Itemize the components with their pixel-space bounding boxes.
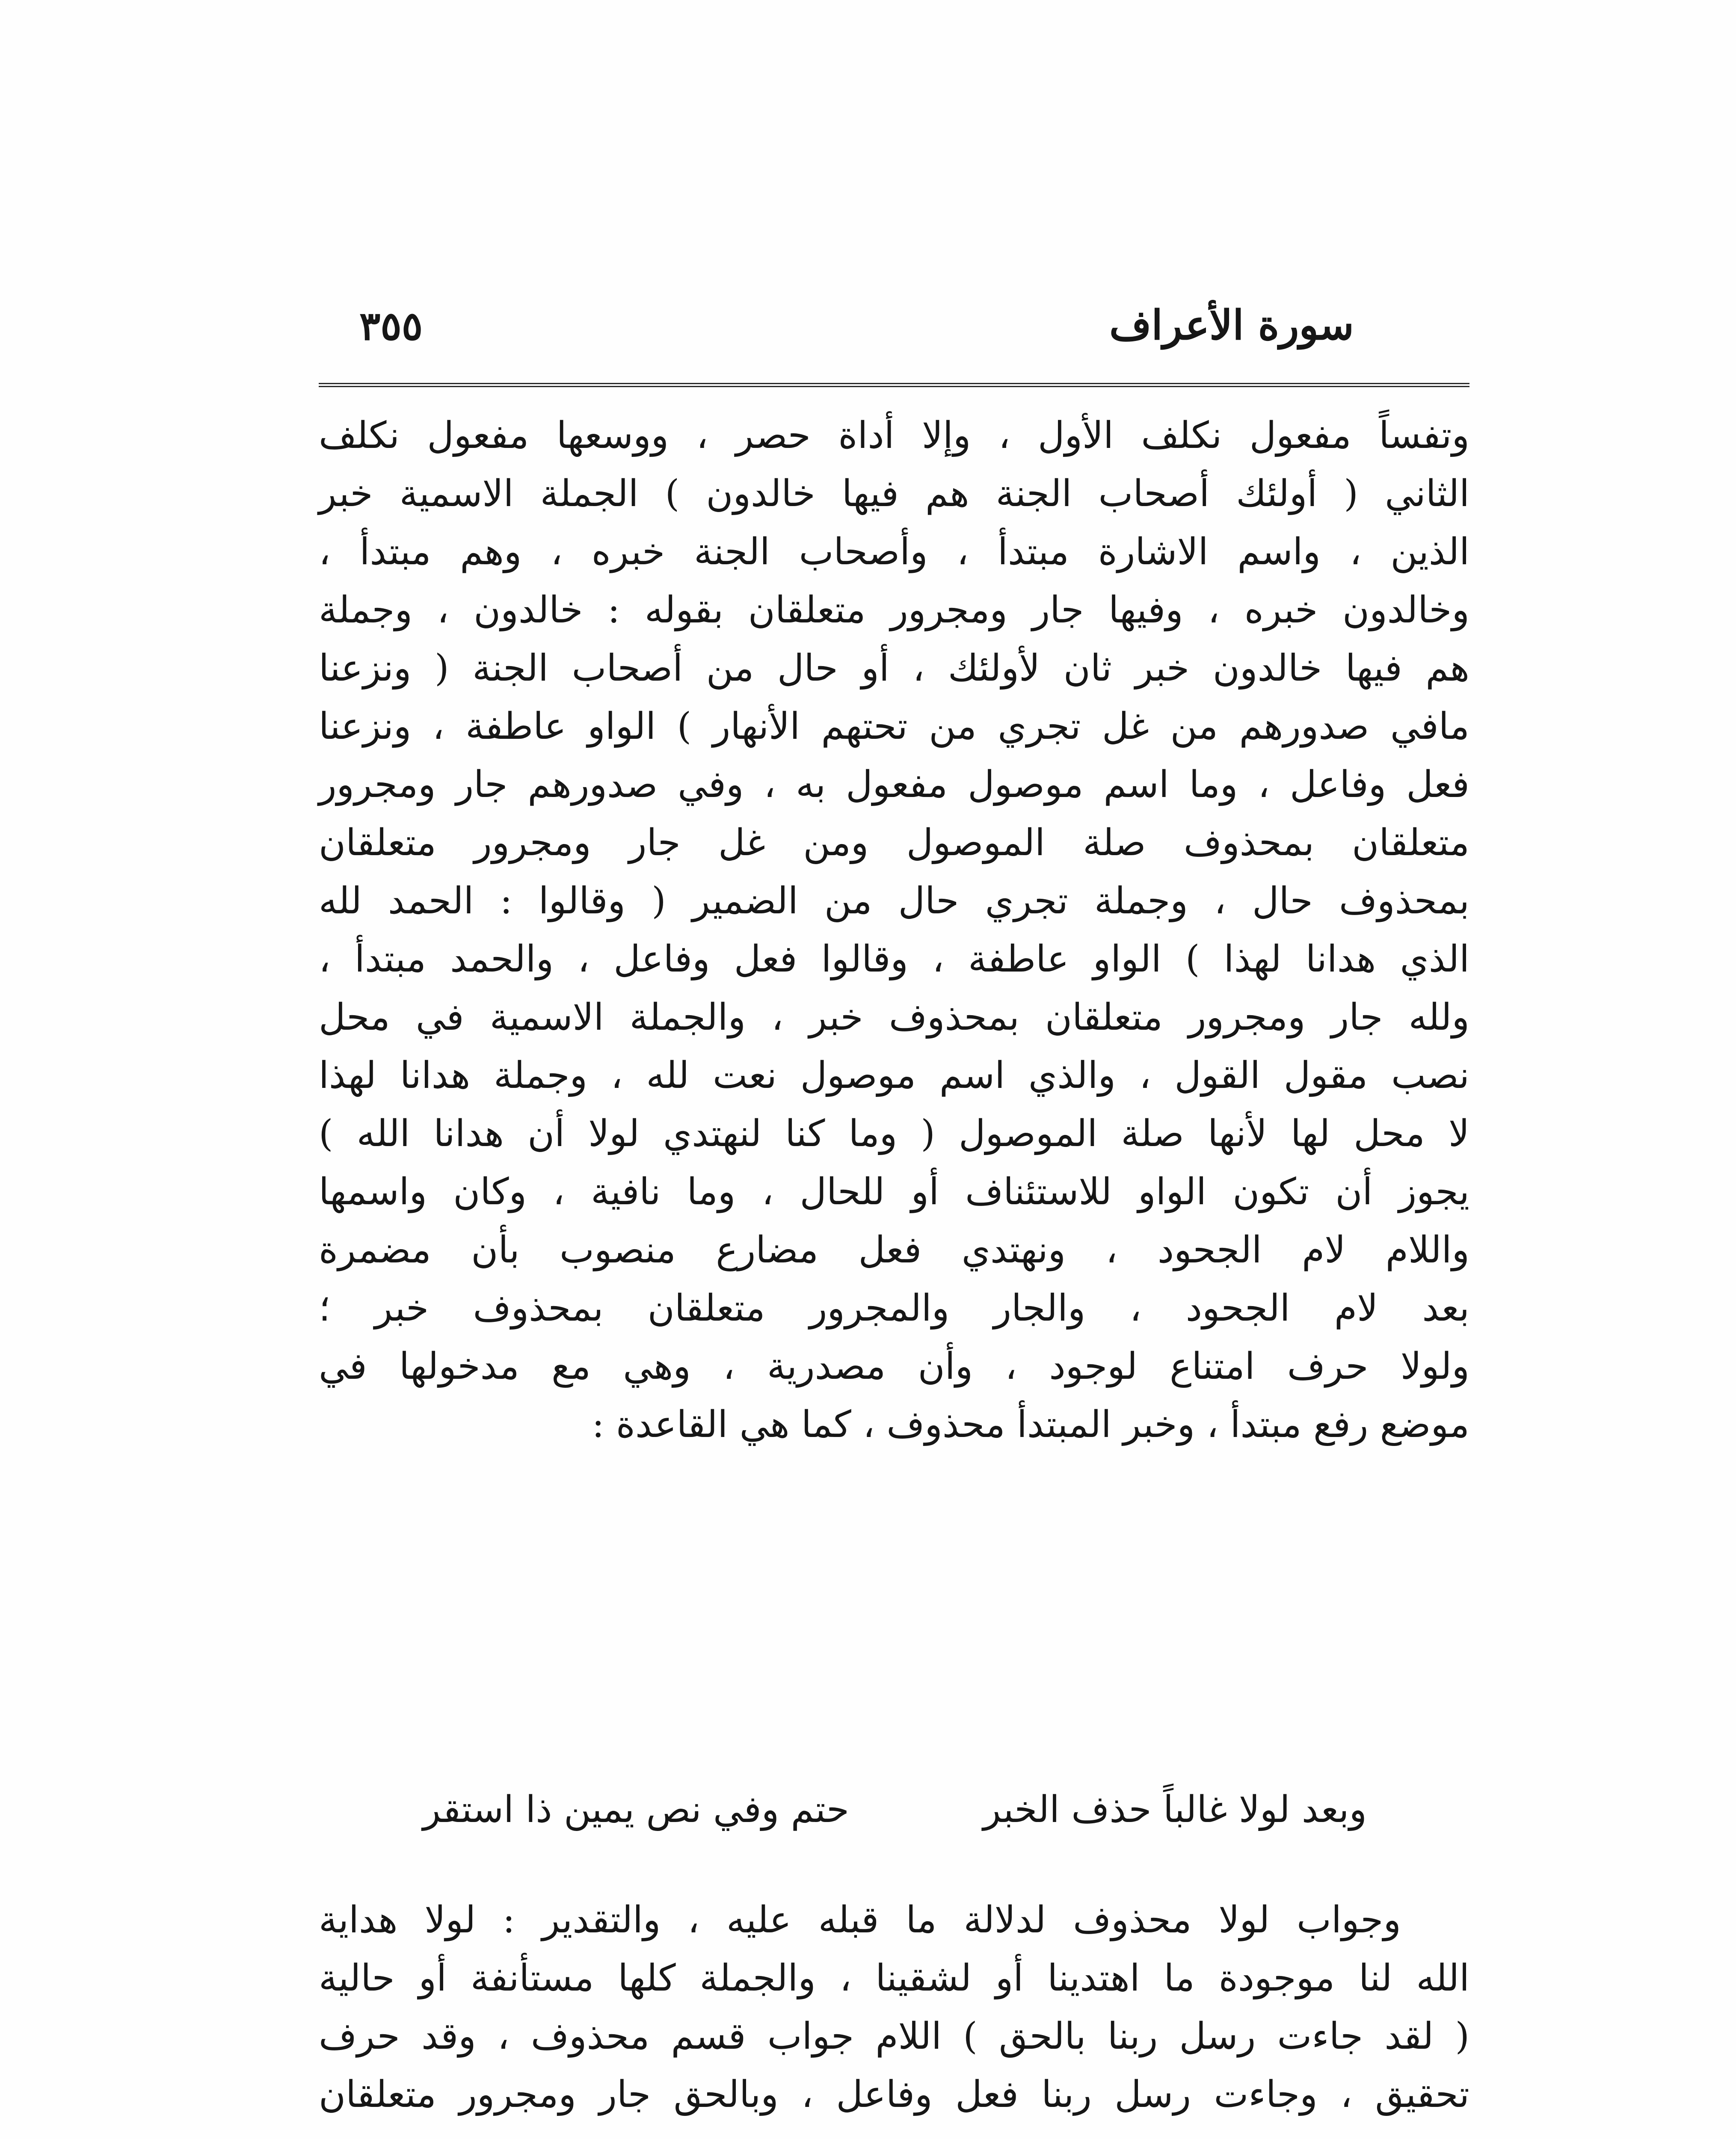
page-header: [319, 295, 1469, 385]
text-line: بعد لام الجحود ، والجار والمجرور متعلقان بمحذوف خبر ؛: [319, 1287, 1469, 1330]
text-line: متعلقان بمحذوف صلة الموصول ومن غل جار ومجرور متعلقان: [319, 821, 1469, 864]
surah-title: سورة الأعراف: [1109, 302, 1354, 349]
text-line: وخالدون خبره ، وفيها جار ومجرور متعلقان بقوله : خالدون ، وجملة: [319, 589, 1469, 631]
text-line: ( لقد جاءت رسل ربنا بالحق ) اللام جواب قسم محذوف ، وقد حرف: [319, 2015, 1469, 2058]
second-paragraph: [319, 1891, 1469, 2124]
text-line: هم فيها خالدون خبر ثان لأولئك ، أو حال من أصحاب الجنة ( ونزعنا: [319, 647, 1469, 690]
verse-first-hemistich: وبعد لولا غالباً حذف الخبر: [983, 1788, 1367, 1831]
text-line: لا محل لها لأنها صلة الموصول ( وما كنا لنهتدي لولا أن هدانا الله ): [319, 1112, 1469, 1155]
text-line: نصب مقول القول ، والذي اسم موصول نعت لله ، وجملة هدانا لهذا: [319, 1054, 1469, 1097]
text-line: يجوز أن تكون الواو للاستئناف أو للحال ، وما نافية ، وكان واسمها: [319, 1170, 1469, 1213]
header-divider: [319, 383, 1469, 387]
text-line: تحقيق ، وجاءت رسل ربنا فعل وفاعل ، وبالحق جار ومجرور متعلقان: [319, 2073, 1469, 2116]
main-paragraph: [319, 406, 1469, 1454]
text-line: واللام لام الجحود ، ونهتدي فعل مضارع منصوب بأن مضمرة: [319, 1229, 1469, 1271]
text-line: مافي صدورهم من غل تجري من تحتهم الأنهار ) الواو عاطفة ، ونزعنا: [319, 705, 1469, 748]
poetry-verse: [319, 1778, 1469, 1842]
text-line: بمحذوف حال ، وجملة تجري حال من الضمير ( وقالوا : الحمد لله: [319, 880, 1469, 922]
text-line: وتفساً مفعول نكلف الأول ، وإلا أداة حصر ، ووسعها مفعول نكلف: [319, 414, 1469, 457]
text-line: موضع رفع مبتدأ ، وخبر المبتدأ محذوف ، كما هي القاعدة :: [592, 1403, 1469, 1446]
text-line: وجواب لولا محذوف لدلالة ما قبله عليه ، والتقدير : لولا هداية: [319, 1899, 1401, 1941]
verse-second-hemistich: حتم وفي نص يمين ذا استقر: [423, 1788, 849, 1831]
text-line: الله لنا موجودة ما اهتدينا أو لشقينا ، والجملة كلها مستأنفة أو حالية: [319, 1957, 1469, 2000]
text-line: الذين ، واسم الاشارة مبتدأ ، وأصحاب الجنة خبره ، وهم مبتدأ ،: [319, 530, 1469, 573]
text-line: الثاني ( أولئك أصحاب الجنة هم فيها خالدون ) الجملة الاسمية خبر: [319, 472, 1469, 515]
page-number: ٣٥٥: [359, 303, 423, 349]
text-line: ولولا حرف امتناع لوجود ، وأن مصدرية ، وهي مع مدخولها في: [319, 1345, 1469, 1388]
text-line: الذي هدانا لهذا ) الواو عاطفة ، وقالوا فعل وفاعل ، والحمد مبتدأ ،: [319, 938, 1469, 981]
text-line: ولله جار ومجرور متعلقان بمحذوف خبر ، والجملة الاسمية في محل: [319, 996, 1469, 1039]
text-line: فعل وفاعل ، وما اسم موصول مفعول به ، وفي صدورهم جار ومجرور: [319, 763, 1469, 806]
